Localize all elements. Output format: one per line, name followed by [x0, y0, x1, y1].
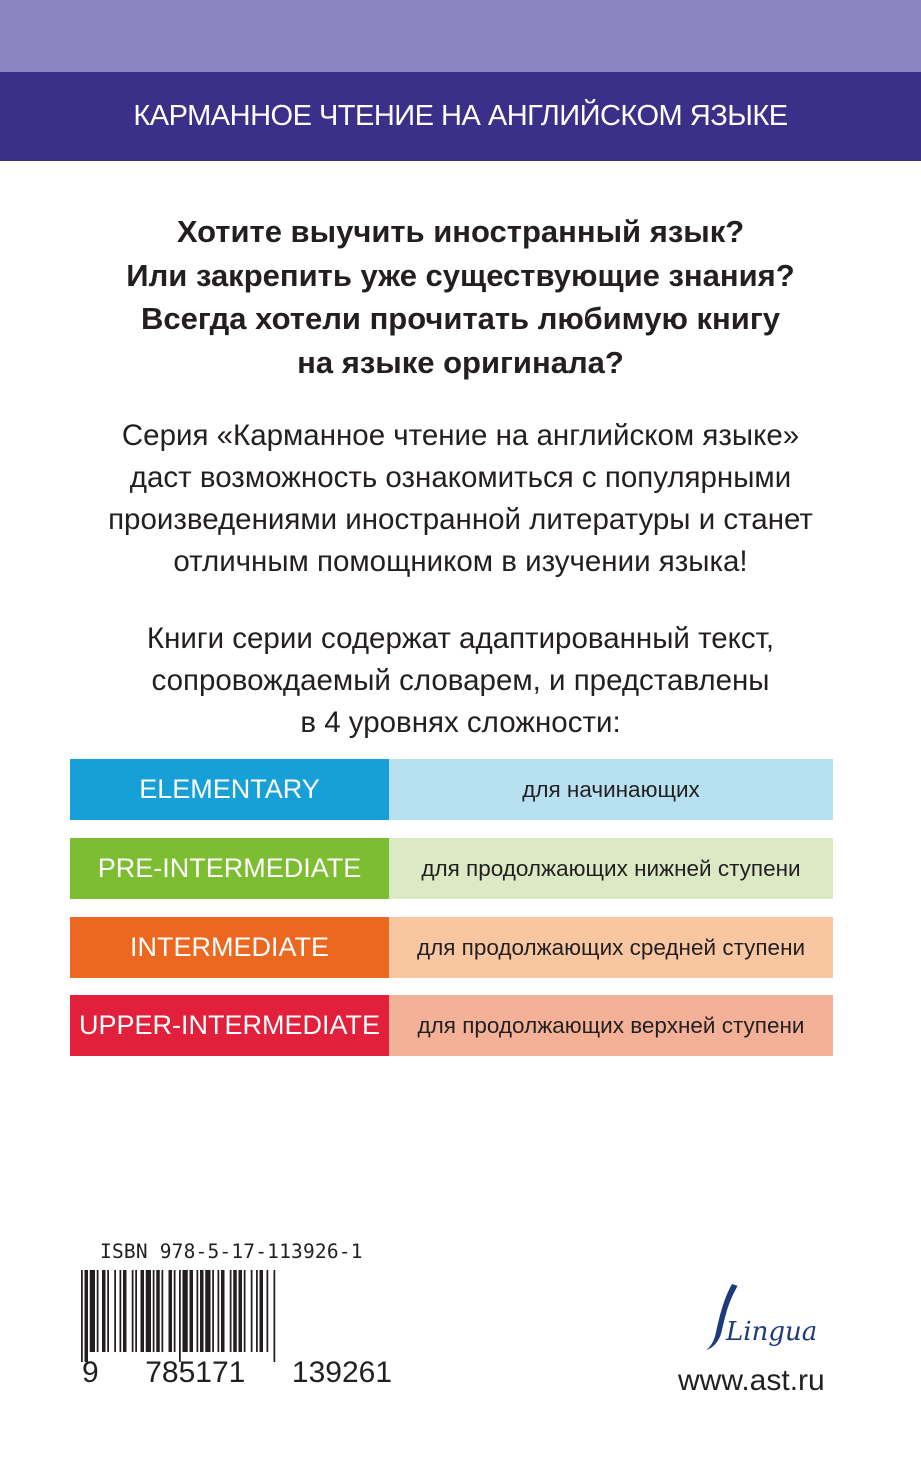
barcode-bar	[85, 1270, 89, 1362]
barcode-bar	[244, 1270, 246, 1352]
intro-line: Книги серии содержат адаптированный текст,	[146, 622, 775, 655]
intro-line: в 4 уровнях сложности:	[300, 706, 621, 739]
barcode-digit-group: 139261	[291, 1356, 392, 1389]
level-description: для начинающих	[389, 759, 833, 820]
barcode-bar	[135, 1270, 137, 1352]
barcode-bar	[132, 1270, 134, 1352]
intro-line: сопровождаемый словарем, и представлены	[151, 664, 770, 697]
level-row-elementary	[70, 759, 833, 820]
question-line: на языке оригинала?	[297, 344, 624, 380]
isbn-number: ISBN 978-5-17-113926-1	[100, 1240, 363, 1263]
question-line: Всегда хотели прочитать любимую книгу	[141, 301, 780, 336]
barcode-bar	[179, 1270, 181, 1362]
series-title-band	[0, 72, 921, 161]
barcode-bar	[153, 1270, 155, 1352]
level-description: для продолжающих нижней ступени	[389, 838, 833, 899]
barcode-digits	[82, 1356, 392, 1390]
level-name: INTERMEDIATE	[70, 917, 389, 978]
barcode-bar	[251, 1270, 253, 1352]
barcode-bar	[146, 1270, 151, 1352]
barcode-bar	[200, 1270, 204, 1352]
barcode-bar	[169, 1270, 173, 1352]
question-line: Или закрепить уже существующие знания?	[126, 257, 795, 293]
barcode-bar	[162, 1270, 164, 1352]
barcode-bar	[90, 1270, 95, 1352]
barcode-bar	[97, 1270, 99, 1352]
description-line: даст возможность ознакомиться с популярными	[129, 461, 792, 494]
publisher-url: www.ast.ru	[678, 1364, 825, 1397]
barcode-bar	[230, 1270, 232, 1352]
barcode-bar	[256, 1270, 258, 1352]
barcode-bar	[267, 1270, 269, 1352]
level-name: ELEMENTARY	[70, 759, 389, 820]
level-row-intermediate	[70, 917, 833, 978]
series-description	[0, 415, 921, 583]
series-title: КАРМАННОЕ ЧТЕНИЕ НА АНГЛИЙСКОМ ЯЗЫКЕ	[133, 100, 788, 132]
barcode-bar	[190, 1270, 194, 1352]
barcode-bar	[260, 1270, 264, 1352]
barcode-bar	[218, 1270, 220, 1352]
barcode-bar	[212, 1270, 214, 1352]
barcode-bar	[141, 1270, 145, 1352]
barcode-bar	[174, 1270, 176, 1352]
barcode-bar	[239, 1270, 243, 1352]
lingua-logo	[694, 1280, 824, 1360]
level-description: для продолжающих верхней ступени	[389, 995, 833, 1056]
barcode-digit-group: 9	[82, 1356, 99, 1389]
barcode-bar	[114, 1270, 116, 1352]
level-name: UPPER-INTERMEDIATE	[70, 995, 389, 1056]
barcode-bar	[205, 1270, 210, 1352]
barcode-bar	[156, 1270, 160, 1352]
levels-intro	[0, 618, 921, 744]
logo-text: Lingua	[726, 1317, 818, 1347]
barcode-bar	[233, 1270, 237, 1352]
barcode-bar	[197, 1270, 199, 1352]
barcode-bar	[274, 1270, 276, 1362]
level-row-pre-intermediate	[70, 838, 833, 899]
barcode-bar	[221, 1270, 225, 1352]
description-line: произведениями иностранной литературы и станет	[108, 503, 813, 536]
description-line: Серия «Карманное чтение на английском языке»	[121, 419, 800, 452]
top-color-band	[0, 0, 921, 72]
barcode-digit-group: 785171	[145, 1356, 246, 1389]
barcode	[75, 1270, 395, 1362]
question-line: Хотите выучить иностранный язык?	[176, 214, 745, 249]
barcode-bar	[81, 1270, 83, 1362]
barcode-bar	[107, 1270, 109, 1352]
questions-block	[0, 210, 921, 384]
barcode-bar	[183, 1270, 188, 1352]
barcode-bar	[123, 1270, 127, 1352]
level-row-upper-intermediate	[70, 995, 833, 1056]
barcode-bar	[120, 1270, 122, 1352]
description-line: отличным помощником в изучении языка!	[173, 545, 748, 578]
level-name: PRE-INTERMEDIATE	[70, 838, 389, 899]
barcode-bar	[102, 1270, 106, 1352]
level-description: для продолжающих средней ступени	[389, 917, 833, 978]
